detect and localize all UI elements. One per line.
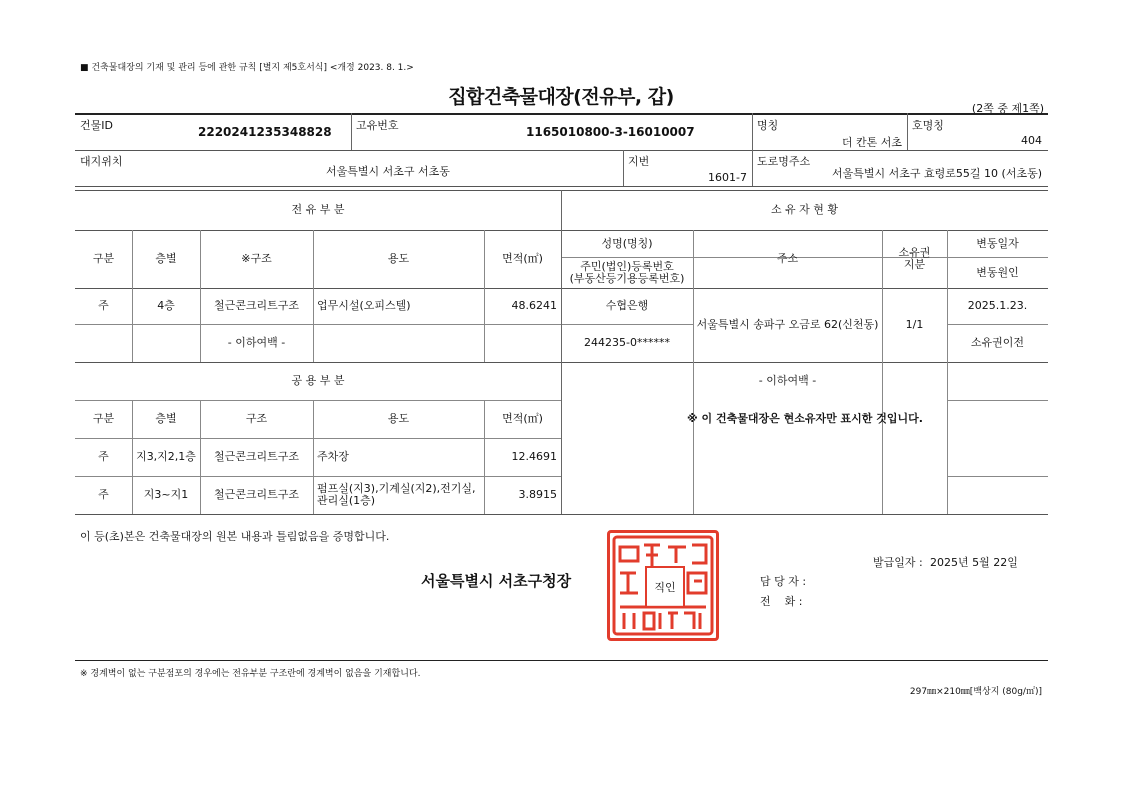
owner-blank: - 이하여백 - (758, 374, 817, 387)
common-row1-area: 12.4691 (511, 450, 557, 463)
owner-header-change-date: 변동일자 (976, 236, 1019, 250)
excl-row-floor: 4층 (157, 299, 175, 312)
common-row2-type: 주 (98, 488, 109, 501)
unique-no-label: 고유번호 (356, 119, 399, 132)
excl-row-structure: 철근콘크리트구조 (213, 299, 299, 312)
owner-header-address: 주소 (776, 252, 799, 265)
owner-header-share-line1: 소유권 (898, 246, 931, 259)
owner-header-reg-line2: (부동산등기용등록번호) (569, 271, 685, 285)
paper-spec: 297㎜×210㎜[백상지 (80g/㎡)] (909, 687, 1042, 697)
excl-blank: - 이하여백 - (227, 336, 286, 349)
lot-label: 지번 (628, 155, 650, 168)
common-header-area: 면적(㎡) (502, 412, 543, 425)
owner-header-reg (561, 257, 693, 288)
owner-reg-no: 244235-0****** (584, 336, 670, 349)
lot-number: 1601-7 (708, 171, 747, 184)
owner-change-date: 2025.1.23. (967, 299, 1028, 312)
building-id: 2220241235348828 (198, 125, 332, 139)
unit-name: 404 (1021, 134, 1042, 147)
official-seal (607, 530, 719, 641)
excl-header-floor: 층별 (155, 252, 177, 265)
bottom-note: ※ 경계벽이 없는 구분점포의 경우에는 전유부분 구조란에 경계벽이 없음을 기재합니다. (80, 669, 421, 679)
common-row2-use (313, 476, 484, 514)
common-row1-floor: 지3,지2,1층 (136, 450, 196, 463)
common-section-title: 공 용 부 분 (291, 374, 345, 387)
common-header-use: 용도 (387, 412, 410, 425)
common-header-floor: 층별 (155, 412, 177, 425)
seal-center: 직인 (645, 566, 685, 608)
owners-section-title: 소 유 자 현 황 (770, 203, 839, 216)
issuing-authority: 서울특별시 서초구청장 (421, 572, 572, 590)
owner-note: ※ 이 건축물대장은 현소유자만 표시한 것입니다. (687, 412, 923, 425)
unique-no: 1165010800-3-16010007 (526, 125, 695, 139)
road-address: 서울특별시 서초구 효령로55길 10 (서초동) (832, 167, 1042, 180)
excl-header-use: 용도 (387, 252, 410, 265)
excl-header-area: 면적(㎡) (502, 252, 543, 265)
owner-header-name: 성명(명칭) (601, 236, 653, 250)
owner-header-reg-line1: 주민(법인)등록번호 (580, 259, 674, 273)
excl-header-structure: ※구조 (241, 252, 272, 265)
issue-date-label: 발급일자 : (873, 556, 923, 569)
common-row2-structure: 철근콘크리트구조 (213, 488, 299, 501)
owner-share: 1/1 (905, 318, 924, 331)
common-row2-area: 3.8915 (518, 488, 557, 501)
issue-date: 2025년 5월 22일 (930, 556, 1018, 569)
exclusive-section-title: 전 유 부 분 (291, 203, 345, 216)
owner-name: 수협은행 (605, 299, 649, 312)
owner-header-share-line2: 지분 (903, 258, 926, 271)
excl-row-area: 48.6241 (511, 299, 557, 312)
owner-header-change-cause: 변동원인 (976, 265, 1019, 279)
site-location: 서울특별시 서초구 서초동 (326, 165, 450, 178)
common-row1-type: 주 (98, 450, 109, 463)
owner-change-cause: 소유권이전 (970, 336, 1025, 349)
phone-label: 전 화 : (760, 595, 803, 608)
excl-row-type: 주 (98, 299, 109, 312)
common-row1-use: 주차장 (317, 450, 349, 463)
certify-text: 이 등(초)본은 건축물대장의 원본 내용과 틀림없음을 증명합니다. (80, 530, 390, 543)
owner-header-share (882, 230, 947, 288)
unit-label: 호명칭 (912, 119, 944, 132)
excl-row-use: 업무시설(오피스텔) (317, 299, 411, 312)
regulation-note: ■ 건축물대장의 기재 및 관리 등에 관한 규칙 [별지 제5호서식] <개정 2023. 8. 1.> (80, 63, 414, 73)
site-label: 대지위치 (80, 155, 123, 168)
building-name: 더 칸톤 서초 (841, 136, 902, 149)
road-label: 도로명주소 (757, 155, 811, 168)
page-number: (2쪽 중 제1쪽) (971, 102, 1044, 115)
excl-header-type: 구분 (92, 252, 115, 265)
name-label: 명칭 (757, 119, 779, 132)
owner-address: 서울특별시 송파구 오금로 62(신천동) (696, 318, 879, 331)
page-title: 집합건축물대장(전유부, 갑) (448, 86, 674, 108)
officer-label: 담 당 자 : (760, 575, 807, 588)
common-header-type: 구분 (92, 412, 115, 425)
common-header-structure: 구조 (245, 412, 268, 425)
common-row2-use-line2: 관리실(1층) (317, 494, 376, 507)
common-row2-floor: 지3~지1 (143, 488, 189, 501)
common-row1-structure: 철근콘크리트구조 (213, 450, 299, 463)
common-row2-use-line1: 펌프실(지3),기계실(지2),전기실, (317, 482, 476, 495)
building-id-label: 건물ID (80, 119, 113, 132)
